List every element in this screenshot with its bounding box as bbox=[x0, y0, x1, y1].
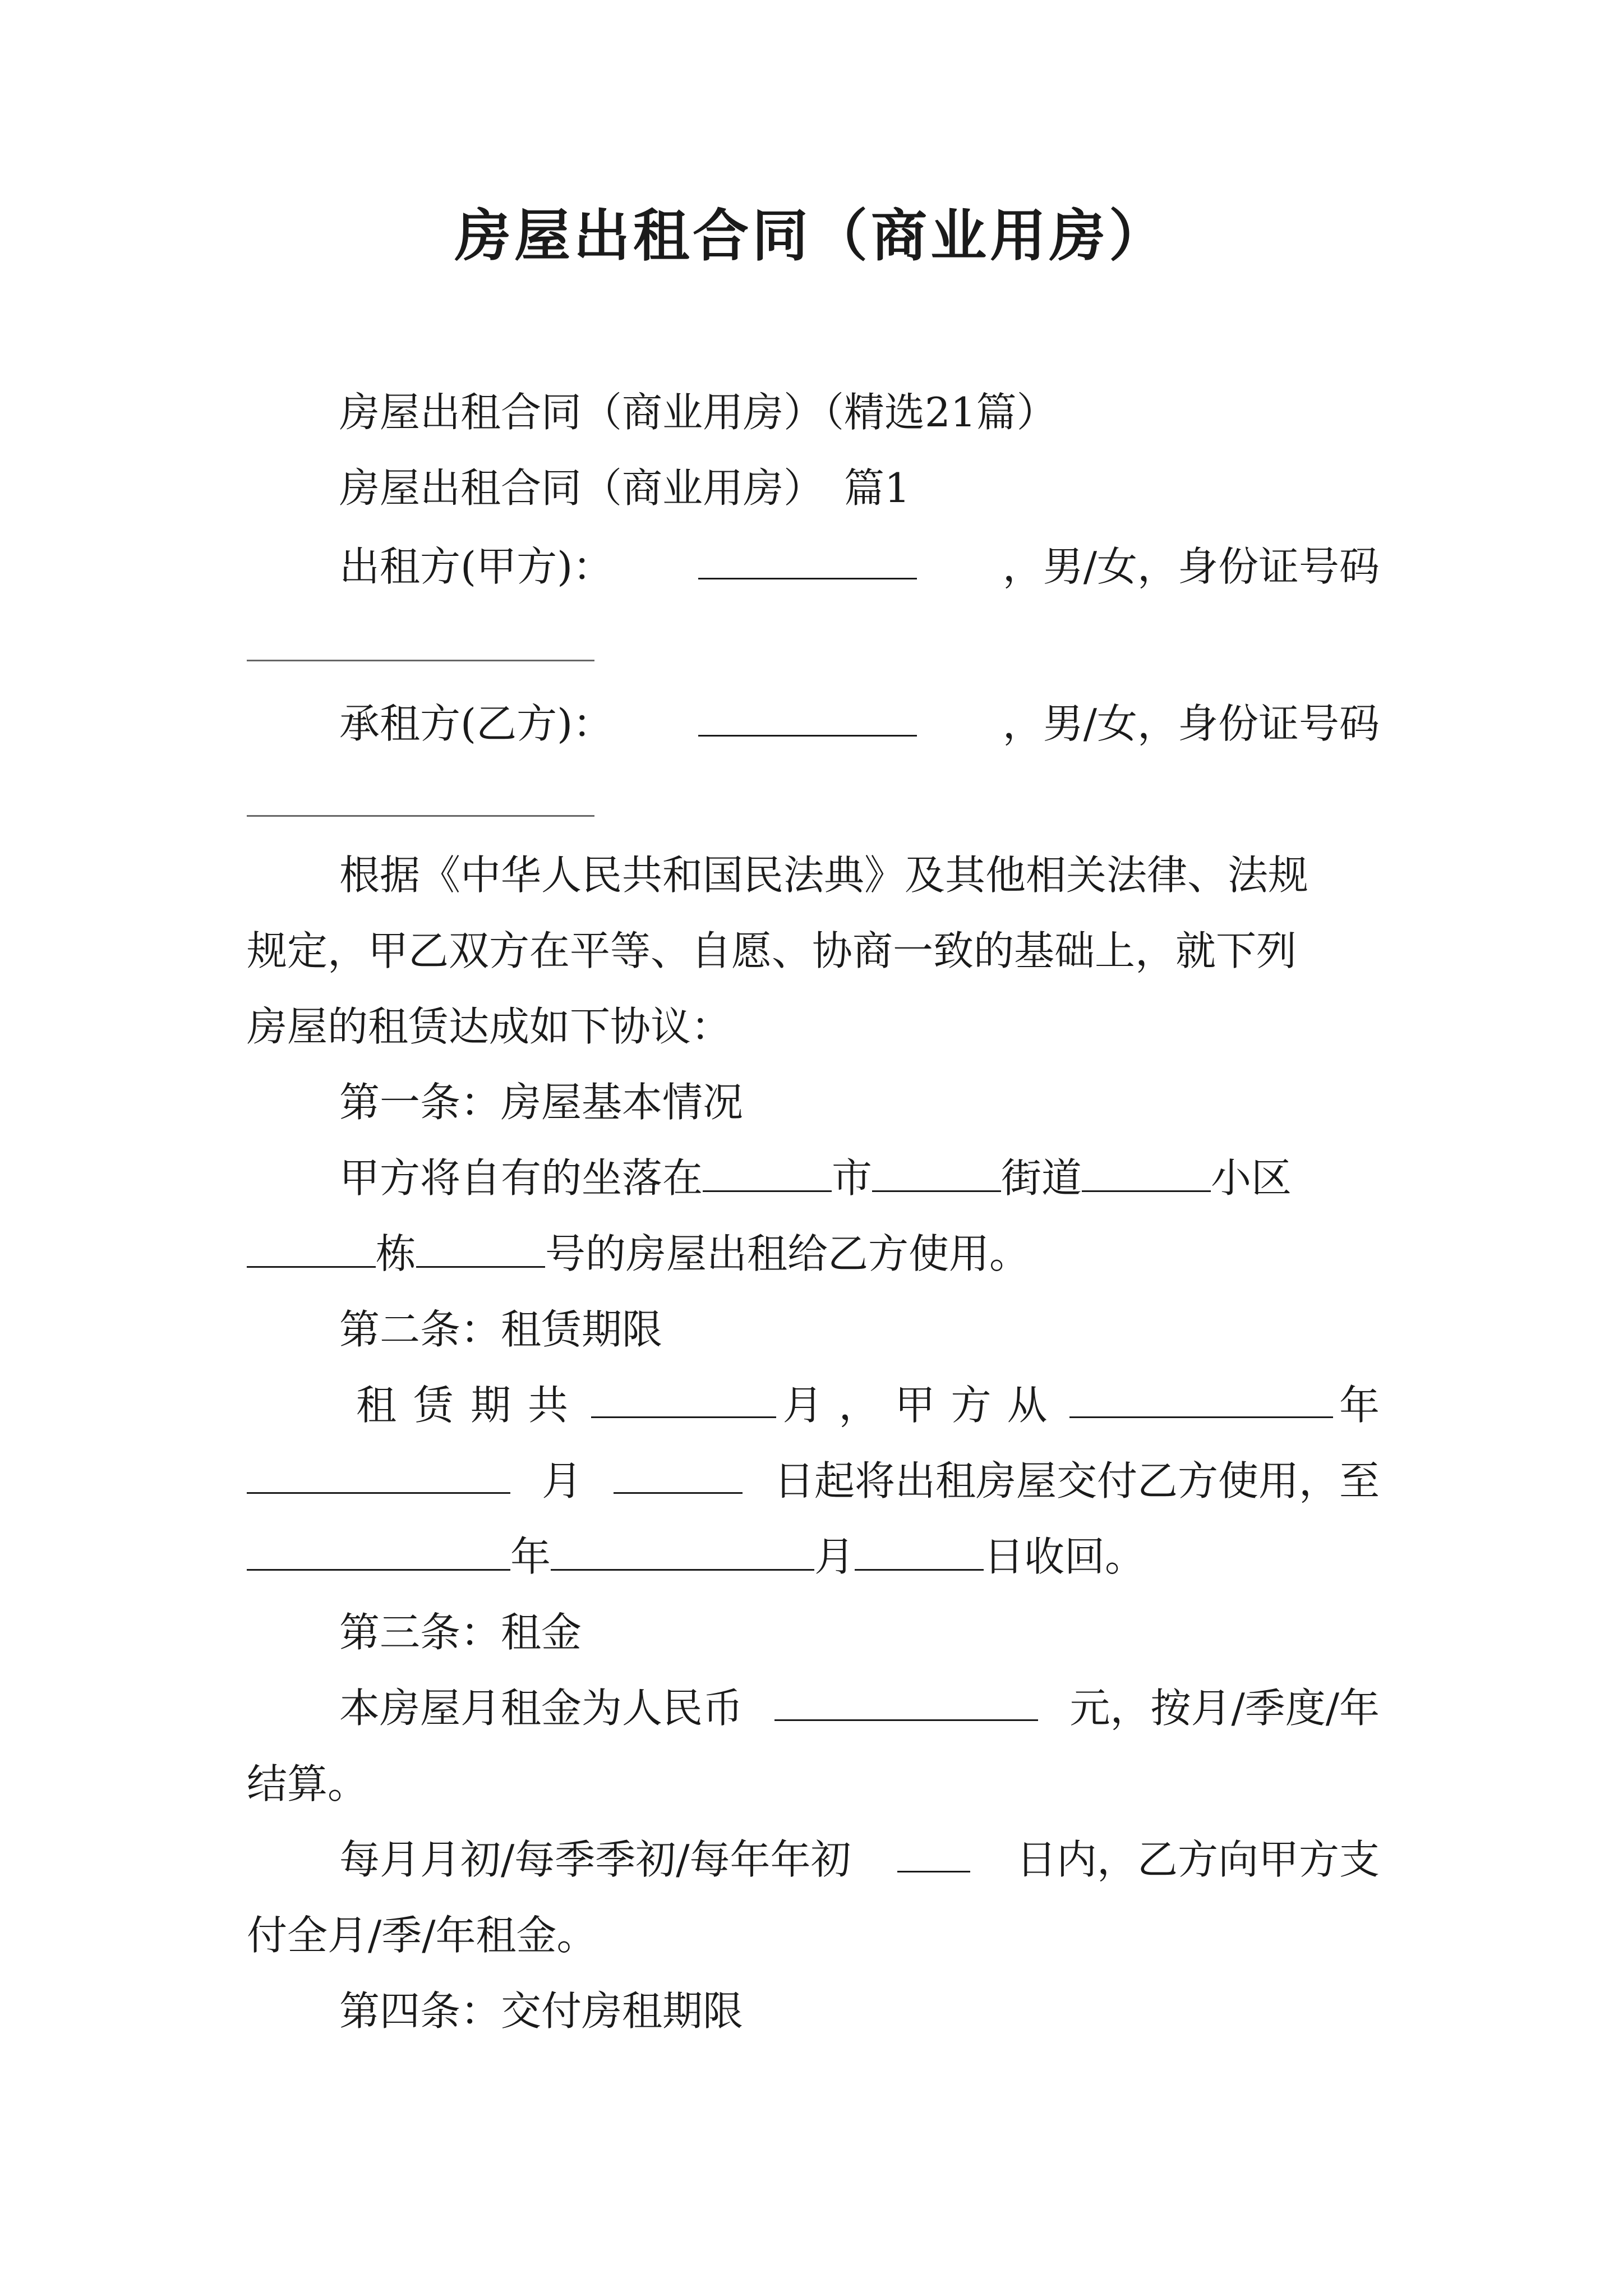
intro-line-1: 根据《中华人民共和国民法典》及其他相关法律、法规 bbox=[339, 852, 1309, 899]
building-blank bbox=[247, 1227, 376, 1268]
lessor-id-blank bbox=[247, 660, 594, 661]
start-year-blank bbox=[1069, 1377, 1333, 1418]
clause1-line-1: 甲方将自有的坐落在 市 街道 小区 bbox=[339, 1150, 1292, 1206]
start-month-blank bbox=[247, 1453, 510, 1494]
city-blank bbox=[703, 1151, 832, 1192]
clause4-title: 第四条：交付房租期限 bbox=[339, 1987, 744, 2035]
lessee-id-blank bbox=[247, 815, 594, 817]
end-month-blank bbox=[551, 1530, 814, 1571]
number-blank bbox=[416, 1227, 545, 1268]
lessee-label: 承租方(乙方)： bbox=[339, 700, 614, 747]
article-heading: 房屋出租合同（商业用房） 篇1 bbox=[339, 464, 910, 512]
clause3-line-4: 付全月/季/年租金。 bbox=[247, 1912, 597, 1959]
clause3-line-3: 每月月初/每季季初/每年年初 日内，乙方向甲方支 bbox=[339, 1832, 1380, 1888]
rent-amount-blank bbox=[774, 1680, 1038, 1721]
clause3-line-1: 本房屋月租金为人民币 元，按月/季度/年 bbox=[339, 1680, 1380, 1736]
clause2-line-2: 月 日起将出租房屋交付乙方使用，至 bbox=[247, 1453, 1380, 1509]
clause3-title: 第三条：租金 bbox=[339, 1609, 582, 1656]
lessee-line bbox=[339, 696, 1380, 752]
document-title: 房屋出租合同（商业用房） bbox=[455, 203, 1168, 269]
clause2-line-1: 租赁期共 月，甲方从 年 bbox=[339, 1377, 1380, 1433]
lessee-suffix: ，男/女，身份证号码 bbox=[1002, 700, 1380, 747]
start-day-blank bbox=[614, 1453, 743, 1494]
clause2-line-3: 年 月 日收回。 bbox=[247, 1529, 1145, 1585]
collection-heading: 房屋出租合同（商业用房）（精选21篇） bbox=[339, 389, 1057, 436]
lessor-name-blank bbox=[698, 539, 917, 579]
payment-days-blank bbox=[897, 1832, 970, 1872]
clause2-title: 第二条：租赁期限 bbox=[339, 1306, 663, 1353]
lessor-suffix: ，男/女，身份证号码 bbox=[1002, 543, 1380, 590]
lessee-name-blank bbox=[698, 696, 917, 737]
lessor-line bbox=[339, 539, 1380, 595]
community-blank bbox=[1082, 1151, 1211, 1192]
clause1-line-2: 栋 号的房屋出租给乙方使用。 bbox=[247, 1226, 1030, 1282]
clause1-title: 第一条：房屋基本情况 bbox=[339, 1079, 744, 1126]
intro-line-3: 房屋的租赁达成如下协议： bbox=[247, 1003, 732, 1050]
clause3-line-2: 结算。 bbox=[247, 1760, 368, 1807]
lessor-label: 出租方(甲方)： bbox=[339, 543, 614, 590]
term-months-blank bbox=[591, 1377, 776, 1418]
street-blank bbox=[872, 1151, 1001, 1192]
end-year-blank bbox=[247, 1530, 510, 1571]
intro-line-2: 规定，甲乙双方在平等、自愿、协商一致的基础上，就下列 bbox=[247, 927, 1297, 974]
end-day-blank bbox=[855, 1530, 984, 1571]
